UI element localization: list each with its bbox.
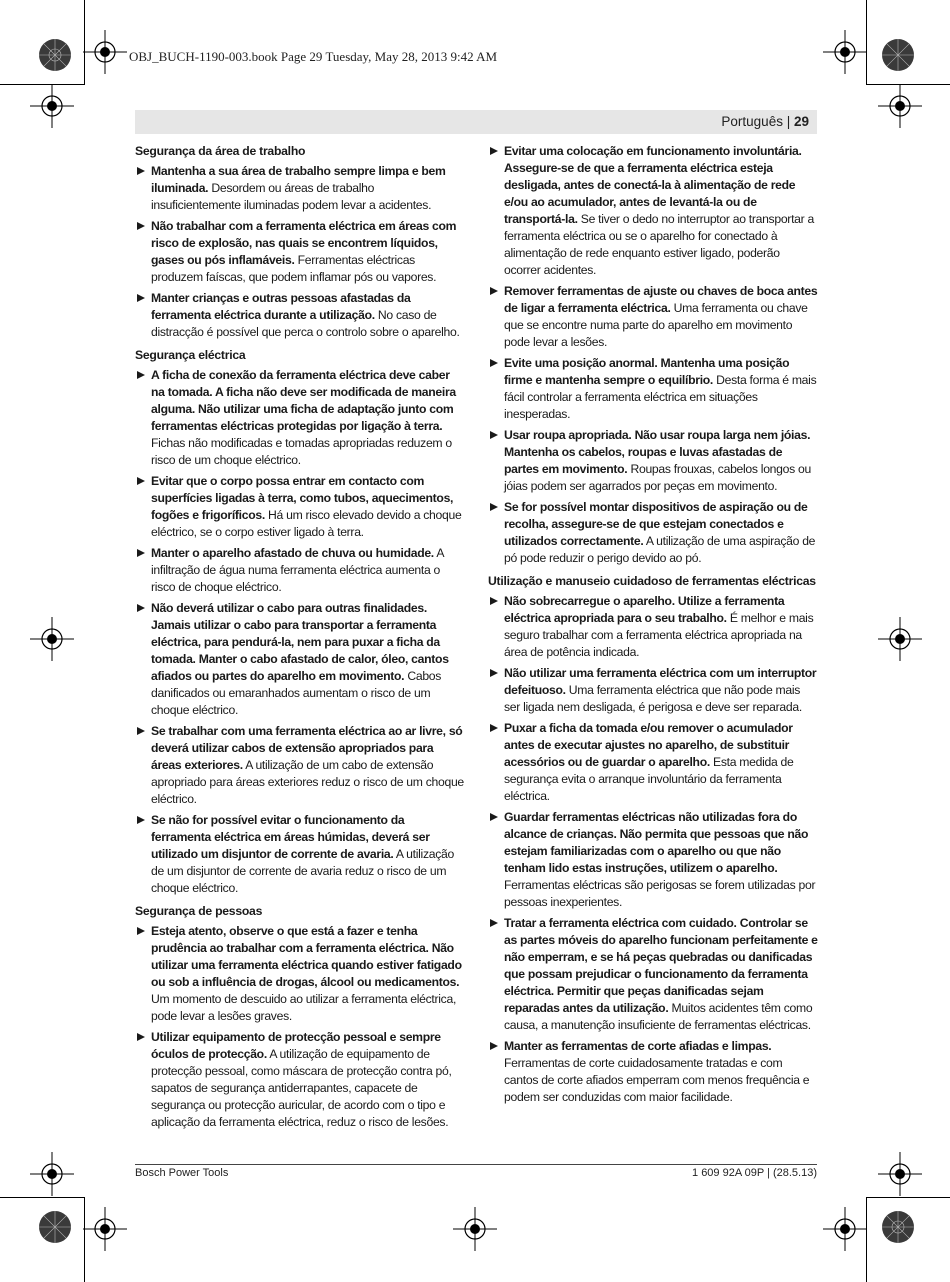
item-text: Há um risco elevado devido a choque eléctrico, se o corpo estiver ligado à terra.: [151, 508, 462, 539]
item-text: A utilização de equipamento de protecção pessoal, como máscara de protecção contra pó, sapatos de segurança antiderrapantes, capacete de segurança ou protecção auricular, de acordo com o tipo e aplicação da ferramenta eléctrica, reduz o risco de lesões.: [151, 1047, 452, 1129]
item-bold: Não sobrecarregue o aparelho. Utilize a ferramenta eléctrica apropriada para o seu trabalho.: [504, 594, 785, 625]
bullet-arrow-icon: [490, 669, 498, 677]
list-item: [488, 427, 818, 495]
bullet-arrow-icon: [137, 927, 145, 935]
bullet-arrow-icon: [490, 724, 498, 732]
bullet-arrow-icon: [137, 604, 145, 612]
item-bold: Evite uma posição anormal. Mantenha uma posição firme e mantenha sempre o equilíbrio.: [504, 356, 790, 387]
bullet-arrow-icon: [490, 503, 498, 511]
list-item: [488, 720, 818, 805]
item-bold: Não utilizar uma ferramenta eléctrica com um interruptor defeituoso.: [504, 666, 817, 697]
bullet-arrow-icon: [137, 371, 145, 379]
item-text: Ferramentas eléctricas produzem faíscas, que podem inflamar pós ou vapores.: [151, 253, 437, 284]
list-item: [135, 923, 465, 1025]
list-item: [488, 355, 818, 423]
item-text: Ferramentas eléctricas são perigosas se forem utilizadas por pessoas inexperientes.: [504, 878, 816, 909]
item-bold: Se for possível montar dispositivos de aspiração ou de recolha, assegure-se de que estejam conectados e utilizados correctamente.: [504, 500, 808, 548]
footer-brand: Bosch Power Tools: [135, 1167, 229, 1179]
star-target-icon: [38, 1210, 72, 1244]
item-bold: Se não for possível evitar o funcionamento da ferramenta eléctrica em áreas húmidas, deverá ser utilizado um disjuntor de corrente de avaria.: [151, 813, 430, 861]
registration-target-icon: [83, 30, 127, 74]
list-item: [135, 1029, 465, 1131]
registration-target-icon: [878, 84, 922, 128]
item-bold: Se trabalhar com uma ferramenta eléctrica ao ar livre, só deverá utilizar cabos de extensão apropriados para áreas exteriores.: [151, 724, 463, 772]
header-separator: |: [782, 114, 794, 129]
item-text: É melhor e mais seguro trabalhar com a ferramenta eléctrica apropriada na área de potência indicada.: [504, 611, 814, 659]
item-text: Uma ferramenta ou chave que se encontre numa parte do aparelho em movimento pode levar a lesões.: [504, 301, 808, 349]
registration-target-icon: [823, 1207, 867, 1251]
bullet-arrow-icon: [137, 1033, 145, 1041]
item-text: A infiltração de água numa ferramenta eléctrica aumenta o risco de choque eléctrico.: [151, 546, 444, 594]
list-item: [488, 809, 818, 911]
item-bold: Manter as ferramentas de corte afiadas e limpas.: [504, 1039, 772, 1053]
item-text: Um momento de descuido ao utilizar a ferramenta eléctrica, pode levar a lesões graves.: [151, 992, 457, 1023]
bullet-arrow-icon: [490, 813, 498, 821]
bullet-arrow-icon: [137, 222, 145, 230]
registration-target-icon: [30, 617, 74, 661]
list-item: [135, 812, 465, 897]
item-bold: Tratar a ferramenta eléctrica com cuidado. Controlar se as partes móveis do aparelho funcionam perfeitamente e não emperram, e se há peças quebradas ou danificadas que possam prejudicar o funcionamento da ferramenta eléctrica. Permitir que peças danificadas sejam reparadas antes da utilização.: [504, 916, 818, 1015]
bullet-arrow-icon: [490, 1042, 498, 1050]
page-number: 29: [793, 114, 809, 129]
list-item: [135, 600, 465, 719]
list-item: [135, 723, 465, 808]
item-text: Muitos acidentes têm como causa, a manutenção insuficiente de ferramentas eléctricas.: [504, 1001, 813, 1032]
bullet-arrow-icon: [490, 359, 498, 367]
bullet-arrow-icon: [137, 727, 145, 735]
item-bold: Utilizar equipamento de protecção pessoal e sempre óculos de protecção.: [151, 1030, 441, 1061]
item-text: No caso de distracção é possível que perca o controlo sobre o aparelho.: [151, 308, 460, 339]
section-title-personal: Segurança de pessoas: [135, 904, 263, 918]
footer-doc-code: 1 609 92A 09P | (28.5.13): [692, 1167, 817, 1179]
item-bold: Esteja atento, observe o que está a fazer e tenha prudência ao trabalhar com a ferramenta eléctrica. Não utilizar uma ferramenta eléctrica quando estiver fatigado ou sob a influência de drogas, álcool ou medicamentos.: [151, 924, 462, 989]
item-text: Cabos danificados ou emaranhados aumentam o risco de um choque eléctrico.: [151, 669, 442, 717]
bullet-arrow-icon: [137, 549, 145, 557]
registration-target-icon: [453, 1207, 497, 1251]
list-item: [135, 163, 465, 214]
crop-mark: [0, 1197, 84, 1198]
list-item: [488, 143, 818, 279]
bullet-arrow-icon: [490, 287, 498, 295]
star-target-icon: [881, 38, 915, 72]
bullet-arrow-icon: [490, 919, 498, 927]
bullet-arrow-icon: [137, 294, 145, 302]
crop-mark: [866, 1197, 950, 1198]
item-text: A utilização de um disjuntor de corrente de avaria reduz o risco de um choque eléctrico.: [151, 847, 454, 895]
registration-target-icon: [30, 84, 74, 128]
list-item: [488, 665, 818, 716]
list-item: [488, 283, 818, 351]
star-target-icon: [38, 38, 72, 72]
list-item: [135, 290, 465, 341]
section-title-use-care: Utilização e manuseio cuidadoso de ferramentas eléctricas: [488, 574, 816, 588]
item-bold: Mantenha a sua área de trabalho sempre limpa e bem iluminada.: [151, 164, 446, 195]
item-text: Desta forma é mais fácil controlar a ferramenta eléctrica em situações inesperadas.: [504, 373, 817, 421]
item-text: Roupas frouxas, cabelos longos ou jóias podem ser agarrados por peças em movimento.: [504, 462, 811, 493]
item-text: A utilização de um cabo de extensão apropriado para áreas exteriores reduz o risco de um choque eléctrico.: [151, 758, 464, 806]
list-item: [488, 1038, 818, 1106]
item-text: Se tiver o dedo no interruptor ao transportar a ferramenta eléctrica ou se o aparelho for conectado à alimentação de rede enquanto estiver ligado, poderão ocorrer acidentes.: [504, 212, 814, 277]
registration-target-icon: [83, 1207, 127, 1251]
list-item: [488, 593, 818, 661]
item-bold: Evitar que o corpo possa entrar em contacto com superfícies ligadas à terra, como tubos, aquecimentos, fogões e frigoríficos.: [151, 474, 454, 522]
bullet-arrow-icon: [137, 477, 145, 485]
item-text: Desordem ou áreas de trabalho insuficientemente iluminadas podem levar a acidentes.: [151, 181, 432, 212]
right-column: [488, 143, 818, 1110]
item-bold: Guardar ferramentas eléctricas não utilizadas fora do alcance de crianças. Não permita que pessoas que não estejam familiarizadas com o aparelho ou que não tenham lido estas instruções, utilizem o aparelho.: [504, 810, 809, 875]
list-item: [488, 915, 818, 1034]
header-text: [721, 114, 809, 129]
item-bold: Remover ferramentas de ajuste ou chaves de boca antes de ligar a ferramenta eléctrica.: [504, 284, 818, 315]
item-bold: A ficha de conexão da ferramenta eléctrica deve caber na tomada. A ficha não deve ser modificada de maneira alguma. Não utilizar uma ficha de adaptação junto com ferramentas eléctricas protegidas por ligação à terra.: [151, 368, 456, 433]
item-bold: Puxar a ficha da tomada e/ou remover o acumulador antes de executar ajustes no aparelho, de substituir acessórios ou de guardar o aparelho.: [504, 721, 793, 769]
list-item: [135, 218, 465, 286]
item-text: Ferramentas de corte cuidadosamente tratadas e com cantos de corte afiados emperram com menos frequência e podem ser conduzidas com maior facilidade.: [504, 1056, 810, 1104]
page-header: [135, 110, 817, 134]
registration-target-icon: [878, 617, 922, 661]
item-bold: Manter o aparelho afastado de chuva ou humidade.: [151, 546, 434, 560]
item-bold: Não trabalhar com a ferramenta eléctrica em áreas com risco de explosão, nas quais se encontrem líquidos, gases ou pós inflamáveis.: [151, 219, 457, 267]
item-bold: Usar roupa apropriada. Não usar roupa larga nem jóias. Mantenha os cabelos, roupas e luvas afastadas de partes em movimento.: [504, 428, 811, 476]
footer-divider: [135, 1164, 817, 1165]
list-item: [135, 545, 465, 596]
registration-target-icon: [823, 30, 867, 74]
item-bold: Manter crianças e outras pessoas afastadas da ferramenta eléctrica durante a utilização.: [151, 291, 411, 322]
print-info: OBJ_BUCH-1190-003.book Page 29 Tuesday, May 28, 2013 9:42 AM: [129, 49, 498, 64]
bullet-arrow-icon: [137, 167, 145, 175]
item-bold: Evitar uma colocação em funcionamento involuntária. Assegure-se de que a ferramenta eléctrica esteja desligada, antes de conectá-la à alimentação de rede e/ou ao acumulador, antes de levantá-la ou de transportá-la.: [504, 144, 802, 226]
bullet-arrow-icon: [490, 597, 498, 605]
item-text: Fichas não modificadas e tomadas apropriadas reduzem o risco de um choque eléctrico.: [151, 436, 452, 467]
section-title-work-area: Segurança da área de trabalho: [135, 144, 306, 158]
registration-target-icon: [30, 1152, 74, 1196]
item-text: Esta medida de segurança evita o arranque involuntário da ferramenta eléctrica.: [504, 755, 794, 803]
registration-target-icon: [878, 1152, 922, 1196]
list-item: [135, 367, 465, 469]
item-text: Uma ferramenta eléctrica que não pode mais ser ligada nem desligada, é perigosa e deve ser reparada.: [504, 683, 802, 714]
list-item: [488, 499, 818, 567]
bullet-arrow-icon: [490, 431, 498, 439]
list-item: [135, 473, 465, 541]
bullet-arrow-icon: [137, 816, 145, 824]
section-title-electrical: Segurança eléctrica: [135, 348, 246, 362]
star-target-icon: [881, 1210, 915, 1244]
bullet-arrow-icon: [490, 147, 498, 155]
left-column: [135, 143, 465, 1135]
item-bold: Não deverá utilizar o cabo para outras finalidades. Jamais utilizar o cabo para transportar a ferramenta eléctrica, para pendurá-la, nem para puxar a ficha da tomada. Manter o cabo afastado de calor, óleo, cantos afiados ou partes do aparelho em movimento.: [151, 601, 449, 683]
header-language: Português: [721, 114, 783, 129]
item-text: A utilização de uma aspiração de pó pode reduzir o perigo devido ao pó.: [504, 534, 816, 565]
